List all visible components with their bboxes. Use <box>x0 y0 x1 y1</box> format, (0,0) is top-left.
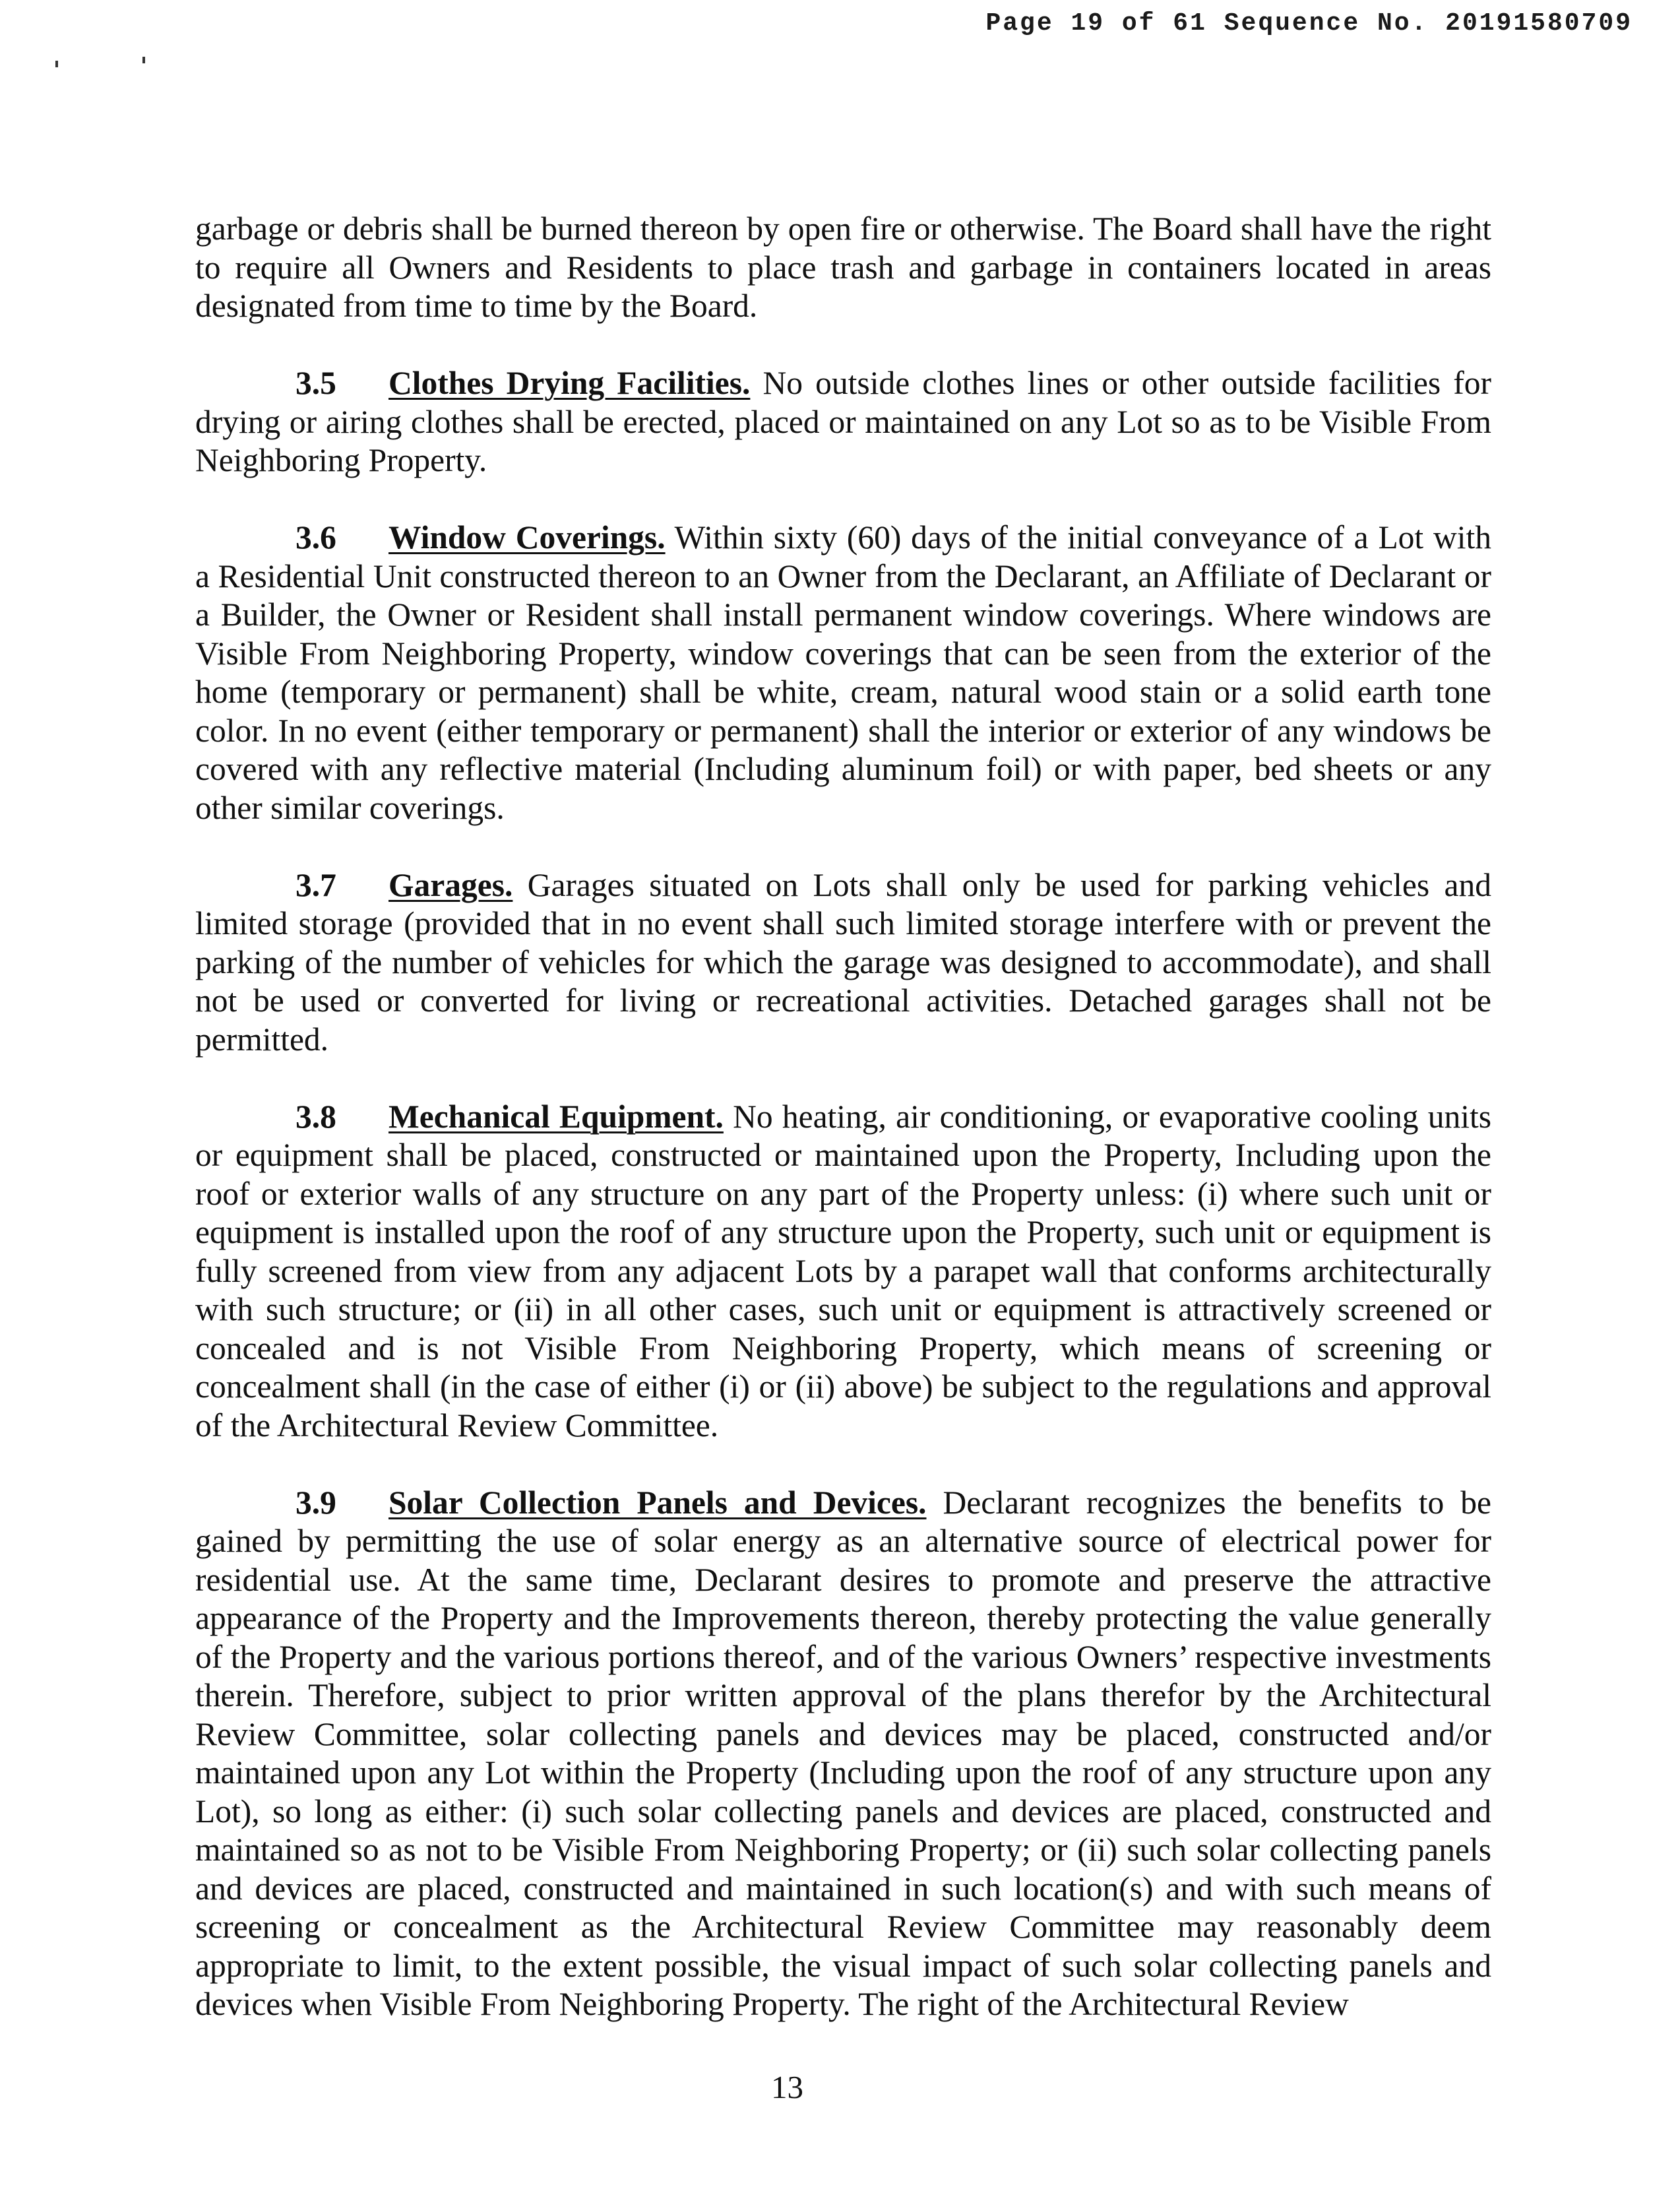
scan-speck <box>142 57 145 63</box>
section-3-5 <box>195 364 1491 480</box>
section-number: 3.5 <box>296 365 336 401</box>
section-number: 3.8 <box>296 1098 336 1135</box>
section-text: Garages situated on Lots shall only be used for parking vehicles and limited storage (provided that in no event shall such limited storage interfere with or prevent the parking of the number of vehicles for which the garage was designed to accommodate), and shall not be used or converted for living or recreational activities. Detached garages shall not be permitted. <box>195 866 1491 1058</box>
section-number: 3.6 <box>296 519 336 556</box>
section-title: Clothes Drying Facilities. <box>389 365 751 401</box>
section-number: 3.7 <box>296 866 336 903</box>
section-title: Garages. <box>389 866 513 903</box>
document-body <box>195 210 1491 2062</box>
page-stamp: Page 19 of 61 Sequence No. 20191580709 <box>985 9 1633 38</box>
section-text: No heating, air conditioning, or evaporative cooling units or equipment shall be placed, constructed or maintained upon the Property, Including upon the roof or exterior walls of any structure on any part of the Property unless: (i) where such unit or equipment is installed upon the roof of any structure upon the Property, such unit or equipment is fully screened from view from any adjacent Lots by a parapet wall that conforms architecturally with such structure; or (ii) in all other cases, such unit or equipment is attractively screened or concealed and is not Visible From Neighboring Property, which means of screening or concealment shall (in the case of either (i) or (ii) above) be subject to the regulations and approval of the Architectural Review Committee. <box>195 1098 1491 1444</box>
page-number: 13 <box>771 2069 803 2105</box>
section-title: Window Coverings. <box>389 519 666 556</box>
section-3-8 <box>195 1098 1491 1446</box>
intro-paragraph: garbage or debris shall be burned thereon by open fire or otherwise. The Board shall have the right to require all Owners and Residents to place trash and garbage in containers located in areas designated from time to time by the Board. <box>195 210 1491 324</box>
section-3-9 <box>195 1484 1491 2024</box>
section-number: 3.9 <box>296 1484 336 1521</box>
section-text: No outside clothes lines or other outside facilities for drying or airing clothes shall be erected, placed or maintained on any Lot so as to be Visible From Neighboring Property. <box>195 365 1492 478</box>
section-title: Mechanical Equipment. <box>389 1098 724 1135</box>
section-text: Declarant recognizes the benefits to be gained by permitting the use of solar energy as an alternative source of electrical power for residential use. At the same time, Declarant desires to promote and preserve the attractive appearance of the Property and the Improvements thereon, thereby protecting the value generally of the Property and the various portions thereof, and of the various Owners’ respective investments therein. Therefore, subject to prior written approval of the plans therefor by the Architectural Review Committee, solar collecting panels and devices may be placed, constructed and/or maintained upon any Lot within the Property (Including upon the roof of any structure upon any Lot), so long as either: (i) such solar collecting panels and devices are placed, constructed and maintained so as not to be Visible From Neighboring Property; or (ii) such solar collecting panels and devices are placed, constructed and maintained in such location(s) and with such means of screening or concealment as the Architectural Review Committee may reasonably deem appropriate to limit, to the extent possible, the visual impact of such solar collecting panels and devices when Visible From Neighboring Property. The right of the Architectural Review <box>195 1484 1492 2022</box>
scan-speck <box>55 61 58 67</box>
section-3-6 <box>195 519 1491 827</box>
section-3-7 <box>195 866 1491 1060</box>
section-text: Within sixty (60) days of the initial conveyance of a Lot with a Residential Unit constructed thereon to an Owner from the Declarant, an Affiliate of Declarant or a Builder, the Owner or Resident shall install permanent window coverings. Where windows are Visible From Neighboring Property, window coverings that can be seen from the exterior of the home (temporary or permanent) shall be white, cream, natural wood stain or a solid earth tone color. In no event (either temporary or permanent) shall the interior or exterior of any windows be covered with any reflective material (Including aluminum foil) or with paper, bed sheets or any other similar coverings. <box>195 519 1491 826</box>
section-title: Solar Collection Panels and Devices. <box>389 1484 927 1521</box>
